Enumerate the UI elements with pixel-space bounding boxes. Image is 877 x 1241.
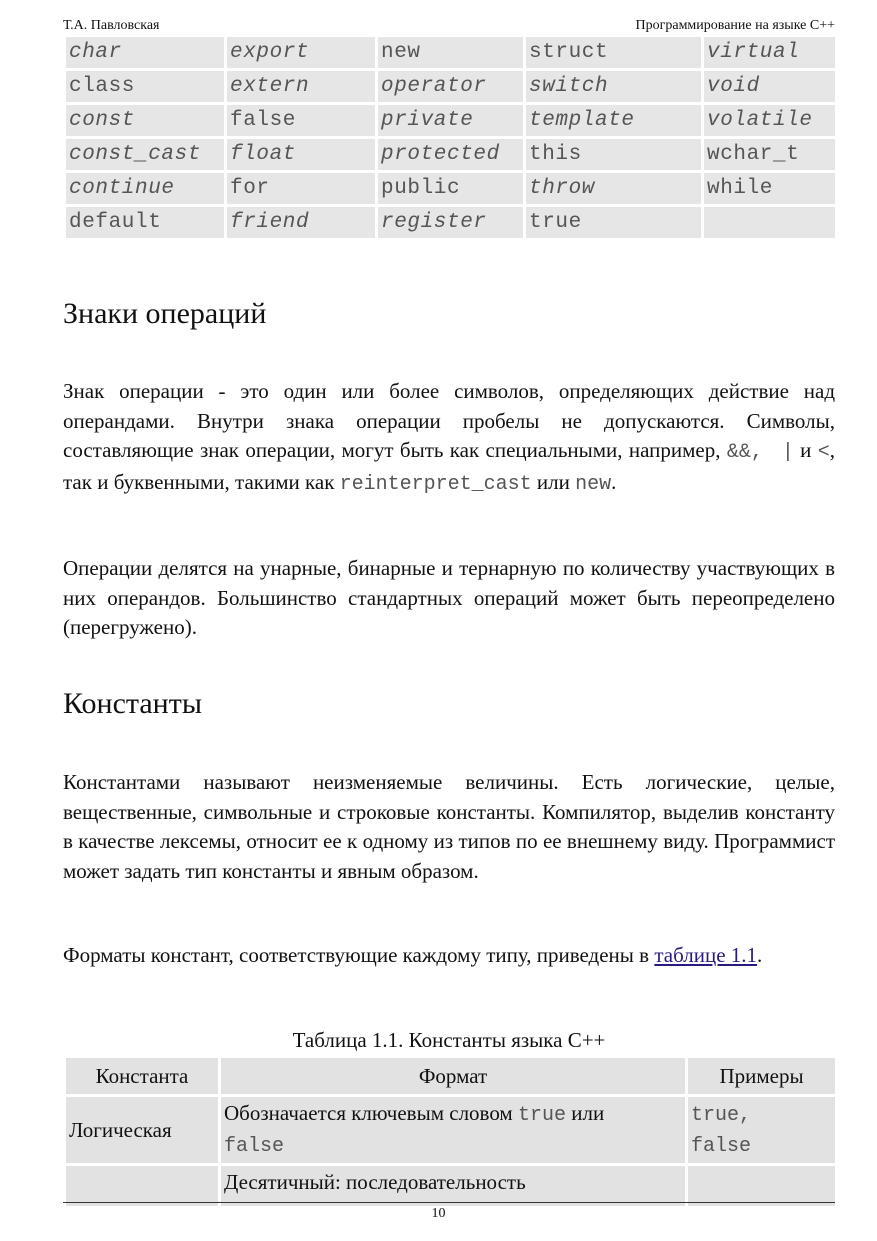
- header-examples: Примеры: [688, 1058, 835, 1094]
- paragraph-constants-formats: Форматы констант, соответствующие каждому типу, приведены в таблице 1.1.: [63, 943, 763, 967]
- keyword-cell: [704, 207, 835, 238]
- table-row: [66, 71, 835, 102]
- code-and-and: &&,: [726, 441, 763, 464]
- paragraph-operators-classification: Операции делятся на унарные, бинарные и тернарную по количеству участвующих в них операндов. Большинство стандартных операций может быть переопределено (перегружено).: [63, 556, 835, 639]
- cell-kind-logical: Логическая: [66, 1097, 218, 1163]
- keyword-cell: class: [66, 71, 224, 102]
- keyword-cell: wchar_t: [704, 139, 835, 170]
- page-number: 10: [431, 1206, 446, 1221]
- code-true: true: [517, 1104, 566, 1127]
- keyword-cell: float: [227, 139, 375, 170]
- code-new: new: [575, 472, 612, 496]
- cell-kind-decimal: [66, 1166, 218, 1206]
- keyword-cell: const_cast: [66, 139, 224, 170]
- paragraph-operators-definition: Знак операции - это один или более символов, определяющих действие над операндами. Внутри знака операции пробелы не допускаются. Символы, составляющие знак операции, могут быть как специальными, например, &&, | и <, так и буквенными, такими как reinterpret_cast или new.: [63, 379, 836, 496]
- header-author: Т.А. Павловская: [63, 18, 160, 33]
- keyword-cell: public: [378, 173, 523, 204]
- table-row: [66, 173, 835, 204]
- keyword-cell: volatile: [704, 105, 835, 136]
- cell-examples-decimal: [688, 1166, 835, 1206]
- cell-format-logical: Обозначается ключевым словом true или false: [221, 1097, 685, 1163]
- code-pipe: |: [781, 441, 794, 464]
- table-row: [66, 1166, 835, 1206]
- keyword-cell: void: [704, 71, 835, 102]
- table-row: [66, 37, 835, 68]
- keyword-cell: new: [378, 37, 523, 68]
- code-reinterpret-cast: reinterpret_cast: [339, 472, 532, 496]
- keyword-cell: this: [526, 139, 701, 170]
- keyword-cell: extern: [227, 71, 375, 102]
- keyword-cell: register: [378, 207, 523, 238]
- cell-examples-logical: true, false: [688, 1097, 835, 1163]
- constants-table: [63, 1055, 838, 1209]
- keyword-cell: char: [66, 37, 224, 68]
- code-false: false: [224, 1135, 285, 1158]
- section-title-constants: Константы: [63, 687, 202, 720]
- table-header-row: [66, 1058, 835, 1094]
- keyword-cell: continue: [66, 173, 224, 204]
- keyword-cell: friend: [227, 207, 375, 238]
- keyword-cell: export: [227, 37, 375, 68]
- footer-rule: [63, 1202, 835, 1203]
- keyword-cell: struct: [526, 37, 701, 68]
- table-1-1-link[interactable]: таблице 1.1: [654, 943, 758, 967]
- keyword-cell: const: [66, 105, 224, 136]
- code-less-than: <: [817, 441, 830, 464]
- keywords-table: [63, 34, 838, 241]
- keyword-cell: switch: [526, 71, 701, 102]
- table-row: [66, 1097, 835, 1163]
- keyword-cell: operator: [378, 71, 523, 102]
- table-row: [66, 139, 835, 170]
- keyword-cell: template: [526, 105, 701, 136]
- table-caption: Таблица 1.1. Константы языка С++: [292, 1028, 606, 1052]
- keyword-cell: default: [66, 207, 224, 238]
- header-constant: Константа: [66, 1058, 218, 1094]
- keyword-cell: private: [378, 105, 523, 136]
- cell-format-decimal: Десятичный: последовательность: [221, 1166, 685, 1206]
- keyword-cell: throw: [526, 173, 701, 204]
- paragraph-constants-definition: Константами называют неизменяемые величины. Есть логические, целые, вещественные, символьные и строковые константы. Компилятор, выделив константу в качестве лексемы, относит ее к одному из типов по ее внешнему виду. Программист может задать тип константы и явным образом.: [63, 770, 835, 883]
- keyword-cell: virtual: [704, 37, 835, 68]
- keyword-cell: true: [526, 207, 701, 238]
- keyword-cell: false: [227, 105, 375, 136]
- header-format: Формат: [221, 1058, 685, 1094]
- section-title-operators: Знаки операций: [63, 297, 267, 330]
- keyword-cell: for: [227, 173, 375, 204]
- table-row: [66, 105, 835, 136]
- keyword-cell: while: [704, 173, 835, 204]
- table-row: [66, 207, 835, 238]
- keyword-cell: protected: [378, 139, 523, 170]
- header-course: Программирование на языке С++: [635, 18, 835, 33]
